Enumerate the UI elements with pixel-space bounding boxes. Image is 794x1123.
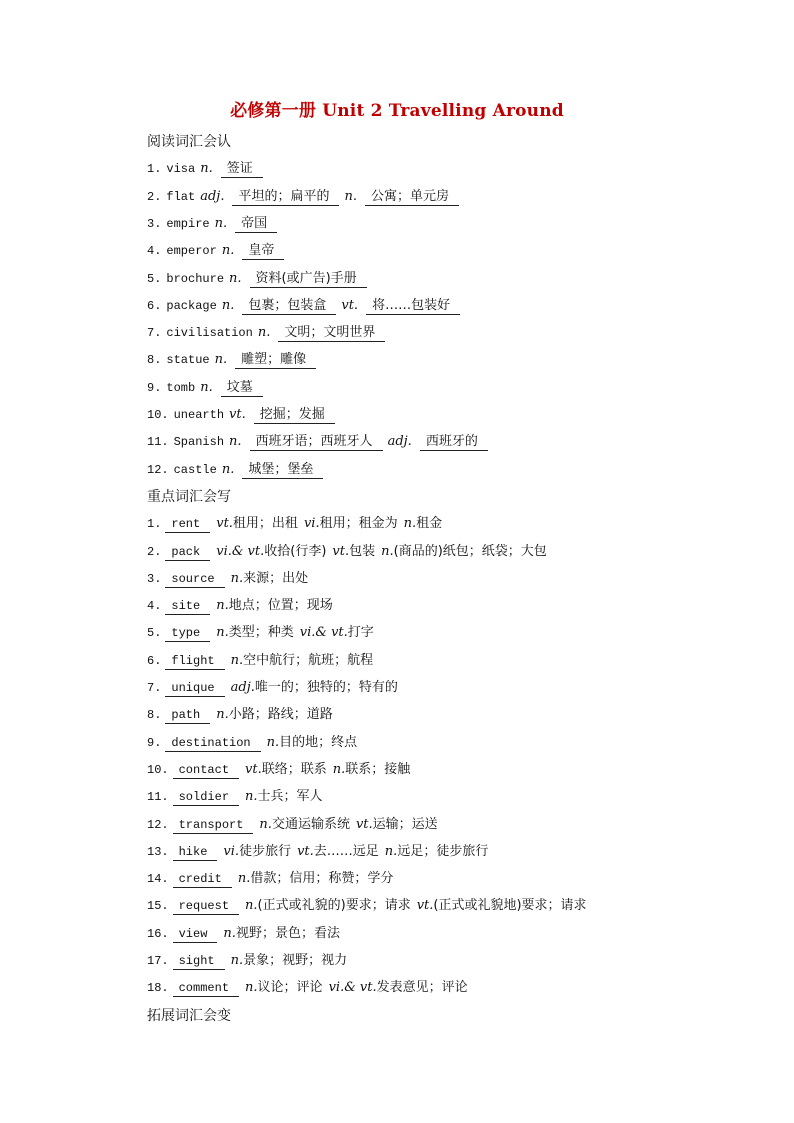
vocab-row-reading <box>147 297 460 315</box>
item-number: 4. <box>147 599 162 614</box>
item-number: 11. <box>147 435 169 450</box>
part-of-speech: n. <box>266 734 280 750</box>
part-of-speech: n. <box>221 461 235 477</box>
vocab-row-writing <box>147 897 587 915</box>
definition-text: (正式或礼貌的)要求；请求 <box>257 898 411 914</box>
part-of-speech: n. <box>230 652 244 668</box>
answer-blank: pack <box>165 544 210 561</box>
item-number: 8. <box>147 708 162 723</box>
definition-text: 景象；视野；视力 <box>243 953 348 968</box>
answer-blank: request <box>173 898 239 915</box>
definition-text: 运输；运送 <box>372 816 438 832</box>
part-of-speech: vt. <box>216 516 233 532</box>
part-of-speech: n. <box>245 898 258 914</box>
vocab-row-reading <box>147 270 367 288</box>
item-number: 5. <box>147 271 162 286</box>
answer-blank: 挖掘；发掘 <box>254 407 335 424</box>
definition-text: 唯一的；独特的；特有的 <box>254 680 398 695</box>
vocab-word: castle <box>173 462 217 477</box>
vocab-row-reading <box>147 188 459 206</box>
answer-blank: type <box>165 625 210 642</box>
definition-text: 来源；出处 <box>243 570 309 586</box>
part-of-speech: vi.& vt. <box>216 543 265 559</box>
part-of-speech: vt. <box>341 297 359 313</box>
item-number: 12. <box>147 462 169 477</box>
item-number: 1. <box>147 517 162 532</box>
item-number: 11. <box>147 790 169 805</box>
part-of-speech: vt. <box>332 543 350 559</box>
definition-text: 议论；评论 <box>257 980 323 996</box>
answer-blank: 文明；文明世界 <box>278 325 385 342</box>
vocab-row-writing <box>147 979 468 997</box>
definition-text: 包装 <box>349 543 376 559</box>
vocab-word: Spanish <box>173 435 225 450</box>
part-of-speech: n. <box>230 570 244 586</box>
part-of-speech: vt. <box>297 843 314 859</box>
answer-blank: 公寓；单元房 <box>365 189 459 206</box>
part-of-speech: n. <box>332 761 346 777</box>
answer-blank: 西班牙的 <box>420 434 488 451</box>
answer-blank: 资料(或广告)手册 <box>250 271 367 288</box>
definition-text: 徒步旅行 <box>239 843 292 859</box>
answer-blank: soldier <box>173 789 239 806</box>
part-of-speech: n. <box>200 379 213 395</box>
part-of-speech: vt. <box>229 407 246 422</box>
answer-blank: 平坦的；扁平的 <box>232 189 339 206</box>
part-of-speech: vi. <box>303 516 320 532</box>
item-number: 4. <box>147 244 162 259</box>
vocab-row-writing <box>147 788 323 806</box>
part-of-speech: vi.& vt. <box>299 625 348 641</box>
item-number: 9. <box>147 735 162 750</box>
vocab-word: visa <box>166 162 196 177</box>
item-number: 13. <box>147 844 169 859</box>
vocab-word: flat <box>166 189 196 204</box>
definition-text: 地点；位置；现场 <box>228 598 333 614</box>
item-number: 5. <box>147 626 162 641</box>
vocab-row-reading <box>147 379 263 397</box>
part-of-speech: vt. <box>245 761 262 777</box>
vocab-row-writing <box>147 816 438 834</box>
vocab-row-writing <box>147 870 393 888</box>
definition-text: 借款；信用；称赞；学分 <box>250 871 394 887</box>
vocab-word: package <box>166 298 217 313</box>
definition-text: 目的地；终点 <box>279 734 358 750</box>
definition-text: 打字 <box>347 625 374 641</box>
part-of-speech: vi.& vt. <box>328 980 377 996</box>
vocab-row-reading <box>147 406 335 424</box>
definition-text: 空中航行；航班；航程 <box>243 652 374 668</box>
answer-blank: 城堡；堡垒 <box>242 462 323 479</box>
vocab-row-writing <box>147 597 333 615</box>
vocab-row-reading <box>147 351 316 369</box>
part-of-speech: adj. <box>200 188 225 204</box>
part-of-speech: adj. <box>387 434 412 450</box>
part-of-speech: n. <box>214 215 228 231</box>
answer-blank: hike <box>173 844 218 861</box>
vocab-row-writing <box>147 543 547 561</box>
part-of-speech: adj. <box>230 680 255 695</box>
part-of-speech: n. <box>237 871 251 887</box>
definition-text: 租用；租金为 <box>319 516 398 532</box>
answer-blank: 包裹；包装盒 <box>242 298 336 315</box>
item-number: 2. <box>147 544 162 559</box>
part-of-speech: n. <box>229 434 242 450</box>
vocab-row-writing <box>147 952 347 970</box>
definition-text: (商品的)纸包；纸袋；大包 <box>393 543 547 559</box>
part-of-speech: n. <box>257 325 271 341</box>
answer-blank: 西班牙语；西班牙人 <box>250 434 383 451</box>
part-of-speech: n. <box>384 843 398 859</box>
answer-blank: flight <box>165 653 224 670</box>
part-of-speech: n. <box>403 516 417 532</box>
part-of-speech: n. <box>245 789 258 805</box>
item-number: 10. <box>147 762 169 777</box>
section-heading-writing: 重点词汇会写 <box>147 488 231 505</box>
item-number: 8. <box>147 353 162 368</box>
definition-text: 类型；种类 <box>228 625 294 641</box>
vocab-row-writing <box>147 570 308 588</box>
part-of-speech: n. <box>216 598 229 614</box>
part-of-speech: n. <box>344 188 357 204</box>
definition-text: 收拾(行李) <box>264 543 327 559</box>
item-number: 2. <box>147 189 162 204</box>
definition-text: 交通运输系统 <box>271 816 350 832</box>
part-of-speech: n. <box>216 707 229 723</box>
vocab-row-reading <box>147 461 323 479</box>
part-of-speech: n. <box>223 925 236 941</box>
part-of-speech: n. <box>259 816 272 832</box>
answer-blank: site <box>165 598 210 615</box>
part-of-speech: n. <box>245 980 258 996</box>
part-of-speech: n. <box>214 352 228 368</box>
item-number: 12. <box>147 817 169 832</box>
answer-blank: 坟墓 <box>221 380 263 397</box>
vocab-row-writing <box>147 679 398 697</box>
definition-text: (正式或礼貌地)要求；请求 <box>433 898 587 914</box>
section-heading-reading: 阅读词汇会认 <box>147 134 231 150</box>
answer-blank: rent <box>165 516 210 533</box>
vocab-row-reading <box>147 242 284 260</box>
part-of-speech: vi. <box>223 843 240 859</box>
section-heading-expansion: 拓展词汇会变 <box>147 1007 231 1024</box>
answer-blank: 帝国 <box>235 216 277 233</box>
vocab-row-writing <box>147 624 374 642</box>
item-number: 6. <box>147 298 162 313</box>
definition-text: 去……远足 <box>313 843 379 859</box>
part-of-speech: n. <box>229 270 242 286</box>
part-of-speech: n. <box>230 953 244 968</box>
item-number: 6. <box>147 653 162 668</box>
answer-blank: source <box>165 571 224 588</box>
item-number: 7. <box>147 681 162 695</box>
item-number: 1. <box>147 162 162 177</box>
vocab-word: brochure <box>166 271 225 286</box>
definition-text: 视野；景色；看法 <box>235 925 340 941</box>
definition-text: 远足；徒步旅行 <box>397 843 489 859</box>
part-of-speech: n. <box>216 625 229 641</box>
part-of-speech: n. <box>221 243 235 259</box>
answer-blank: comment <box>173 980 239 997</box>
answer-blank: unique <box>165 680 224 697</box>
vocab-row-reading <box>147 324 385 342</box>
answer-blank: 将……包装好 <box>366 298 460 315</box>
item-number: 17. <box>147 954 169 968</box>
vocab-word: unearth <box>173 408 225 422</box>
definition-text: 联络；联系 <box>261 761 327 777</box>
item-number: 3. <box>147 216 162 231</box>
definition-text: 小路；路线；道路 <box>228 707 333 723</box>
page-title: 必修第一册 Unit 2 Travelling Around <box>230 101 564 121</box>
item-number: 10. <box>147 408 169 422</box>
vocab-row-writing <box>147 706 333 724</box>
vocab-row-reading <box>147 160 263 178</box>
vocab-row-writing <box>147 925 340 943</box>
part-of-speech: n. <box>200 161 213 177</box>
vocab-row-writing <box>147 652 373 670</box>
answer-blank: 皇帝 <box>242 243 284 260</box>
answer-blank: destination <box>165 735 260 752</box>
definition-text: 发表意见；评论 <box>376 980 468 996</box>
vocab-row-writing <box>147 843 488 861</box>
vocab-word: emperor <box>166 244 217 259</box>
item-number: 9. <box>147 380 162 395</box>
part-of-speech: vt. <box>355 816 373 832</box>
answer-blank: contact <box>173 762 239 779</box>
item-number: 14. <box>147 872 169 887</box>
answer-blank: 签证 <box>221 161 263 178</box>
vocab-row-writing <box>147 734 357 752</box>
answer-blank: transport <box>173 817 254 834</box>
definition-text: 联系；接触 <box>345 761 411 777</box>
answer-blank: sight <box>173 953 225 970</box>
answer-blank: 雕塑；雕像 <box>235 352 316 369</box>
vocab-row-writing <box>147 515 442 533</box>
definition-text: 士兵；军人 <box>257 789 323 805</box>
vocab-word: tomb <box>166 380 196 395</box>
item-number: 3. <box>147 571 162 586</box>
item-number: 15. <box>147 899 169 914</box>
vocab-word: civilisation <box>166 326 253 341</box>
item-number: 18. <box>147 981 169 996</box>
definition-text: 租金 <box>416 516 443 532</box>
item-number: 7. <box>147 326 162 341</box>
definition-text: 租用；出租 <box>232 516 298 532</box>
vocab-word: statue <box>166 353 210 368</box>
vocab-row-writing <box>147 761 410 779</box>
item-number: 16. <box>147 926 169 941</box>
vocab-row-reading <box>147 215 277 233</box>
answer-blank: path <box>165 707 210 724</box>
part-of-speech: n. <box>221 297 235 313</box>
part-of-speech: vt. <box>416 898 434 914</box>
part-of-speech: n. <box>381 543 394 559</box>
vocab-word: empire <box>166 216 210 231</box>
answer-blank: view <box>173 926 218 943</box>
answer-blank: credit <box>173 871 232 888</box>
vocab-row-reading <box>147 433 488 451</box>
